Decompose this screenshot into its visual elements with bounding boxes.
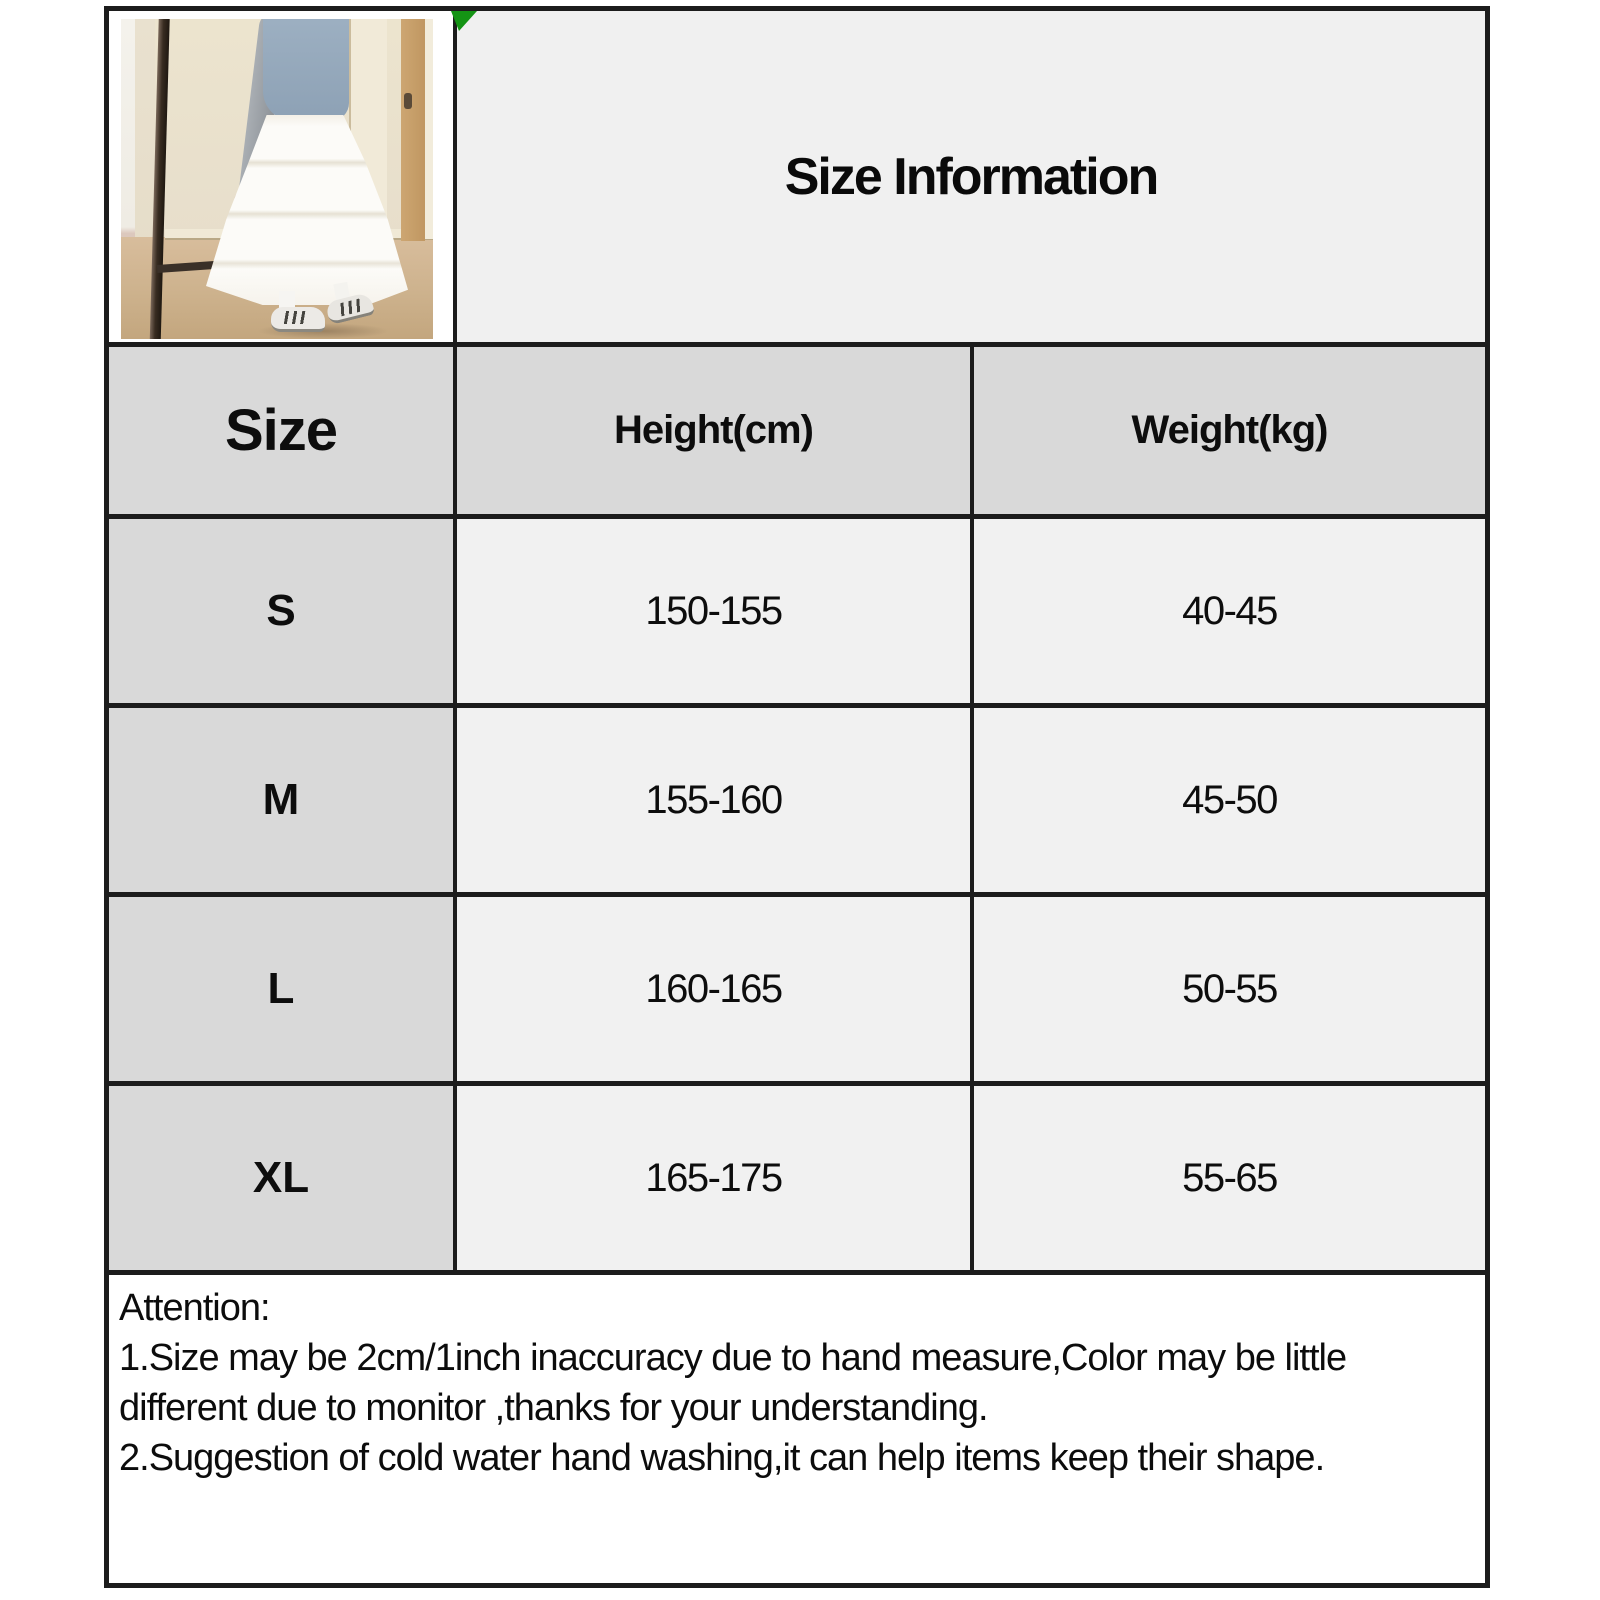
attention-lines	[119, 1283, 1475, 1484]
table-row	[109, 1086, 1485, 1275]
attention-line: Attention:	[119, 1287, 270, 1329]
photo-sneaker-left	[271, 307, 325, 332]
weight-cell: 45-50	[974, 708, 1485, 892]
green-corner-marker-icon	[451, 11, 477, 31]
height-cell: 160-165	[457, 897, 974, 1081]
table-header-row	[109, 347, 1485, 519]
sneaker-stripes-icon	[281, 311, 307, 324]
photo-hall-right	[425, 19, 433, 239]
sneaker-stripes-icon	[336, 298, 364, 317]
size-cell: M	[109, 708, 457, 892]
attention-section	[109, 1275, 1485, 1583]
size-cell: S	[109, 519, 457, 703]
photo-door-knob	[404, 93, 412, 109]
product-photo	[121, 19, 433, 339]
attention-line: different due to monitor ,thanks for your understanding.	[119, 1387, 988, 1430]
weight-cell: 40-45	[974, 519, 1485, 703]
table-row	[109, 519, 1485, 708]
attention-line: 2.Suggestion of cold water hand washing,it can help items keep their shape.	[119, 1437, 1325, 1480]
product-photo-cell	[109, 11, 457, 342]
header-size: Size	[109, 347, 457, 514]
attention-line: 1.Size may be 2cm/1inch inaccuracy due to hand measure,Color may be little	[119, 1337, 1347, 1380]
size-cell: XL	[109, 1086, 457, 1270]
weight-cell: 55-65	[974, 1086, 1485, 1270]
weight-cell: 50-55	[974, 897, 1485, 1081]
page-title: Size Information	[784, 147, 1158, 206]
table-row	[109, 897, 1485, 1086]
top-row	[109, 11, 1485, 347]
photo-door-frame	[401, 19, 425, 241]
table-row	[109, 708, 1485, 897]
size-cell: L	[109, 897, 457, 1081]
height-cell: 155-160	[457, 708, 974, 892]
header-weight: Weight(kg)	[974, 347, 1485, 514]
height-cell: 150-155	[457, 519, 974, 703]
size-chart-sheet	[104, 6, 1490, 1588]
header-height: Height(cm)	[457, 347, 974, 514]
title-cell	[457, 11, 1485, 342]
height-cell: 165-175	[457, 1086, 974, 1270]
photo-model-top	[263, 19, 349, 121]
